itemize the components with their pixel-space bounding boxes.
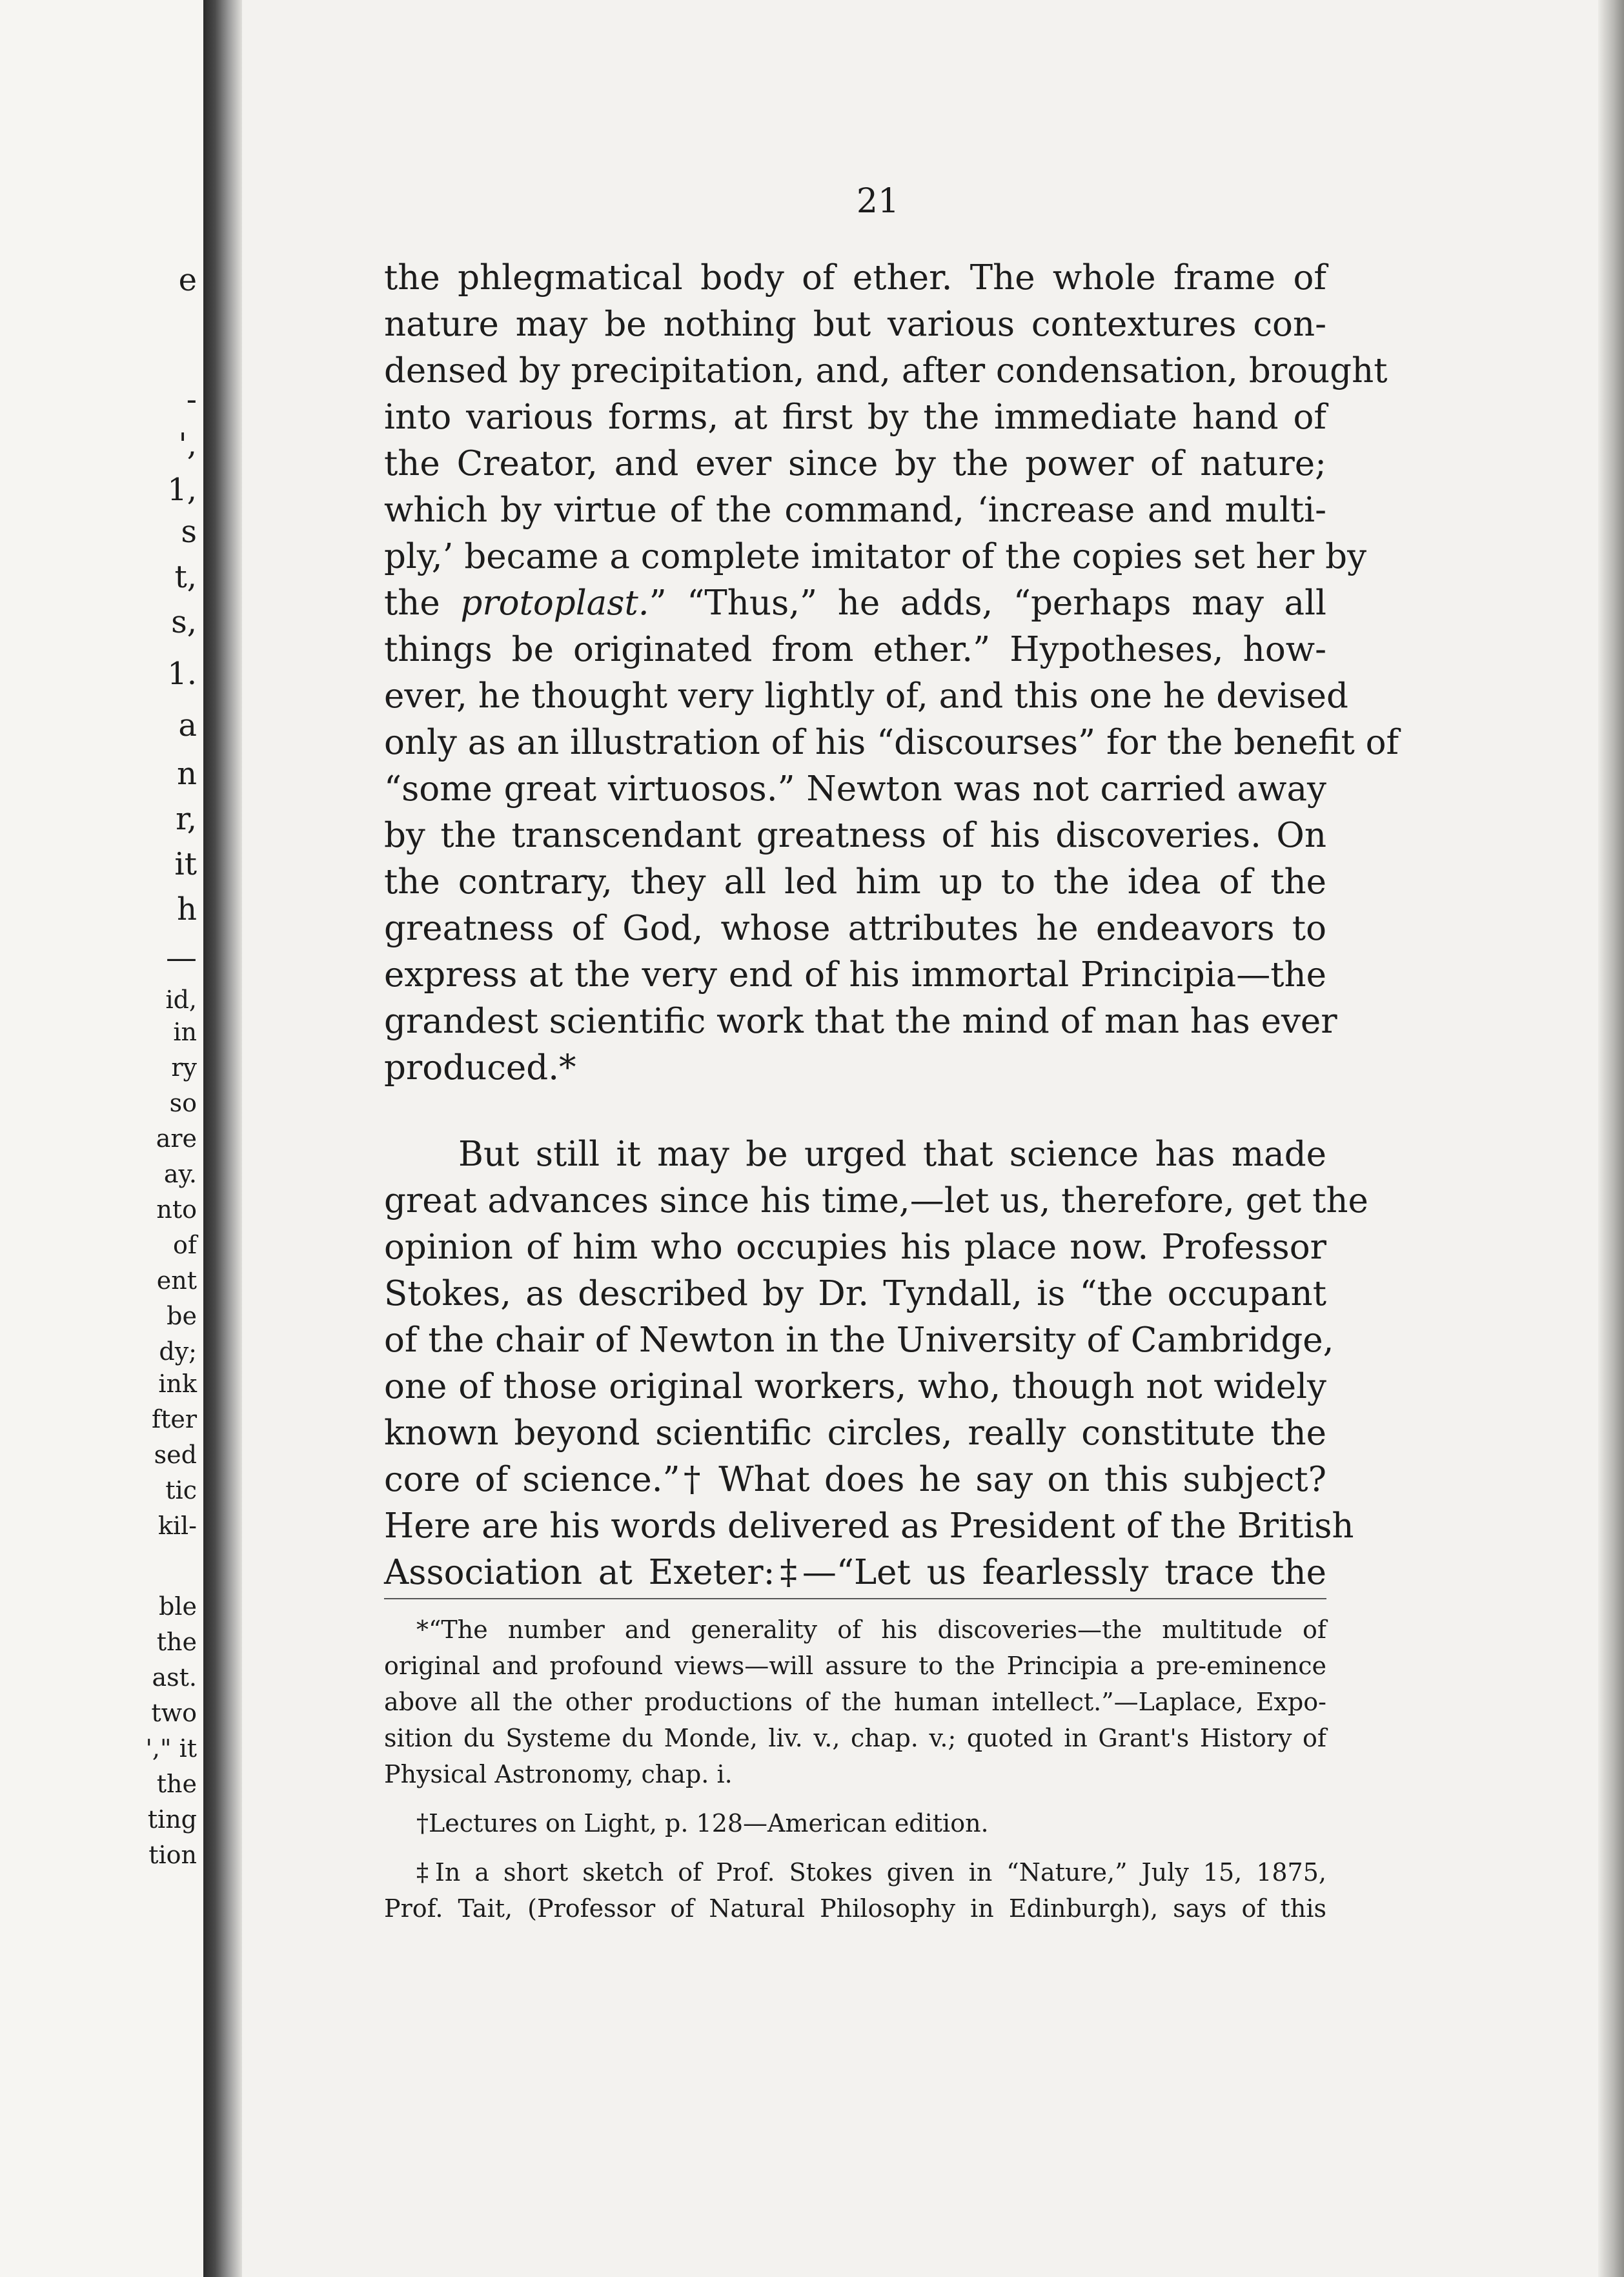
left-page-text-fragments — [16, 0, 197, 2277]
left-page-fragment: dy; — [159, 1337, 197, 1366]
text-line: produced.* — [384, 1048, 576, 1088]
left-page-fragment: sed — [154, 1441, 197, 1469]
left-page-fragment: nto — [156, 1195, 197, 1224]
footnote-line: ‡In a short sketch of Prof. Stokes given in “Nature,” July 15, 1875, — [416, 1858, 1326, 1887]
text-line: the phlegmatical body of ether. The whole frame of — [384, 258, 1326, 298]
text-line: greatness of God, whose attributes he endeavors to — [384, 909, 1326, 948]
page-number: 21 — [856, 182, 900, 221]
left-page-fragment: '," it — [145, 1734, 197, 1763]
left-facing-page — [0, 0, 203, 2277]
text-line: opinion of him who occupies his place now. Professor — [384, 1228, 1326, 1267]
left-page-fragment: in — [173, 1018, 197, 1046]
footnote-line: Physical Astronomy, chap. i. — [384, 1760, 733, 1788]
left-page-fragment: 1, — [167, 472, 197, 508]
left-page-fragment: ry — [171, 1053, 197, 1082]
left-page-fragment: h — [177, 891, 197, 927]
left-page-fragment: ', — [178, 427, 197, 463]
body-text — [384, 255, 1399, 1596]
left-page-fragment: 1. — [167, 656, 197, 692]
left-page-fragment: e — [178, 262, 197, 298]
text-line: which by virtue of the command, ‘increase and multi- — [384, 491, 1326, 530]
italic-protoplast: protoplast. — [460, 583, 649, 623]
left-page-fragment: be — [167, 1302, 197, 1330]
left-page-fragment: tion — [148, 1841, 197, 1869]
left-page-fragment: ble — [159, 1592, 197, 1621]
text-line: But still it may be urged that science has made — [458, 1135, 1326, 1174]
left-page-fragment: kil- — [157, 1512, 197, 1540]
line-segment: ” “Thus,” he adds, “perhaps may all — [649, 583, 1326, 623]
left-page-fragment: two — [151, 1699, 197, 1727]
text-line: nature may be nothing but various contextures con- — [384, 305, 1326, 344]
left-page-fragment: id, — [165, 986, 197, 1014]
page-edge — [1598, 0, 1624, 2277]
text-line: grandest scientific work that the mind of man has ever — [384, 1002, 1337, 1041]
footnote-divider — [384, 1598, 1326, 1599]
left-page-fragment: so — [169, 1089, 197, 1117]
footnote-1 — [384, 1612, 1326, 1792]
text-line: Here are his words delivered as President of the British — [384, 1506, 1354, 1546]
text-line: core of science.”† What does he say on this subject? — [384, 1460, 1326, 1499]
left-page-fragment: fter — [152, 1405, 197, 1433]
left-page-fragment: s, — [171, 604, 197, 640]
text-line: only as an illustration of his “discourses” for the benefit of — [384, 723, 1399, 762]
left-page-fragment: — — [166, 940, 197, 976]
text-line: Stokes, as described by Dr. Tyndall, is “the occupant — [384, 1274, 1326, 1313]
footnote-gap — [384, 1841, 1326, 1854]
left-page-fragment: t, — [174, 559, 197, 595]
line-segment: the — [384, 583, 461, 623]
text-line: densed by precipitation, and, after condensation, brought — [384, 351, 1388, 390]
text-line: one of those original workers, who, though not widely — [384, 1367, 1326, 1406]
text-line: Association at Exeter:‡—“Let us fearlessly trace the — [384, 1553, 1326, 1592]
text-line: great advances since his time,—let us, therefore, get the — [384, 1181, 1368, 1220]
paragraph-1 — [384, 255, 1399, 1091]
left-page-fragment: - — [186, 381, 197, 418]
footnote-line: †Lectures on Light, p. 128—American edition. — [416, 1809, 989, 1837]
left-page-fragment: n — [177, 756, 197, 792]
text-line: ever, he thought very lightly of, and this one he devised — [384, 676, 1348, 716]
main-page — [242, 0, 1598, 2277]
paragraph-gap — [384, 1091, 1326, 1131]
text-line: by the transcendant greatness of his discoveries. On — [384, 816, 1326, 855]
left-page-fragment: ast. — [152, 1663, 197, 1692]
footnote-line: *“The number and generality of his discoveries—the multitude of — [416, 1615, 1326, 1644]
text-line: the Creator, and ever since by the power of nature; — [384, 444, 1326, 483]
left-page-fragment: are — [156, 1124, 197, 1153]
left-page-fragment: ay. — [163, 1160, 197, 1188]
left-page-fragment: s — [181, 514, 197, 550]
footnote-line: Prof. Tait, (Professor of Natural Philosophy in Edinburgh), says of this — [384, 1894, 1326, 1923]
text-line: express at the very end of his immortal Principia—the — [384, 955, 1326, 995]
left-page-fragment: it — [174, 846, 197, 882]
footnote-gap — [384, 1792, 1326, 1805]
book-gutter — [203, 0, 242, 2277]
left-page-fragment: the — [156, 1628, 197, 1656]
text-line: ply,’ became a complete imitator of the copies set her by — [384, 537, 1367, 576]
left-page-fragment: of — [173, 1231, 197, 1259]
footnote-2 — [384, 1805, 1326, 1841]
footnote-3 — [384, 1854, 1326, 1927]
text-line: the contrary, they all led him up to the idea of the — [384, 862, 1326, 902]
text-line: of the chair of Newton in the University of Cambridge, — [384, 1321, 1334, 1360]
footnote-line: above all the other productions of the human intellect.”—Laplace, Expo- — [384, 1688, 1326, 1716]
footnote-line: original and profound views—will assure to the Principia a pre-eminence — [384, 1652, 1326, 1680]
left-page-fragment: r, — [176, 801, 197, 837]
left-page-fragment: a — [178, 707, 197, 744]
text-line: known beyond scientific circles, really constitute the — [384, 1413, 1326, 1453]
footnotes — [384, 1612, 1326, 1927]
footnote-line: sition du Systeme du Monde, liv. v., chap. v.; quoted in Grant's History of — [384, 1724, 1326, 1752]
paragraph-2 — [384, 1131, 1368, 1596]
left-page-fragment: ting — [147, 1805, 197, 1834]
text-line: into various forms, at first by the immediate hand of — [384, 398, 1326, 437]
text-line: things be originated from ether.” Hypotheses, how- — [384, 630, 1326, 669]
text-line-protoplast — [384, 580, 1326, 627]
left-page-fragment: the — [156, 1770, 197, 1798]
text-line: “some great virtuosos.” Newton was not carried away — [384, 769, 1326, 809]
left-page-fragment: tic — [165, 1476, 197, 1504]
left-page-fragment: ent — [156, 1266, 197, 1295]
left-page-fragment: ink — [158, 1370, 197, 1398]
